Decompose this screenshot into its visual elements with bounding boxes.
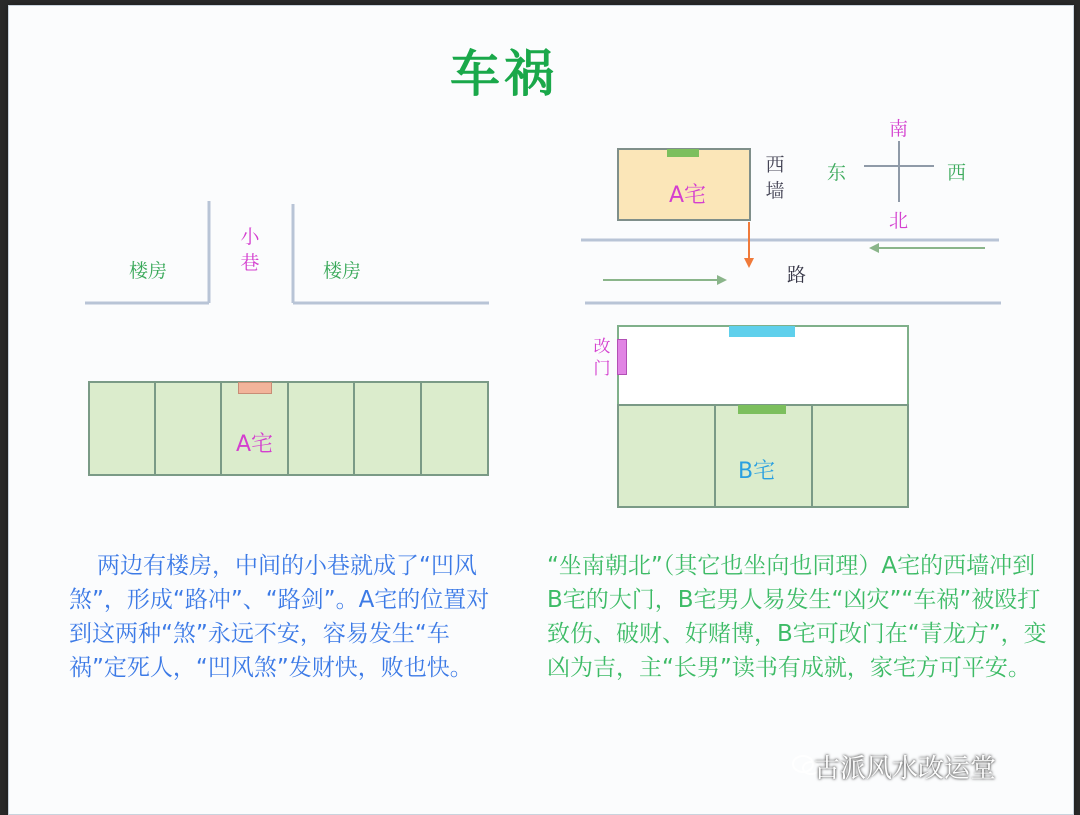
text-left: 两边有楼房，中间的小巷就成了“凹风煞”，形成“路冲”、“路剑”。A宅的位置对到这两种“煞”永远不安，容易发生“车祸”定死人，“凹风煞”发财快，败也快。 [69, 553, 490, 681]
compass-south: 南 [889, 118, 909, 140]
compass-west: 西 [947, 162, 967, 184]
building-left-label: 楼房 [129, 260, 168, 282]
watermark: 古派风水改运堂 [814, 754, 997, 784]
building-right-label: 楼房 [323, 260, 362, 282]
change-door-marker [617, 339, 627, 375]
road-label: 路 [787, 264, 807, 286]
change-door-label: 改门 [593, 337, 611, 379]
house-b-door [738, 405, 786, 414]
house-a-label: A宅 [236, 432, 274, 457]
page-title: 车祸 [450, 44, 558, 103]
slide [8, 5, 1074, 815]
house-cell [811, 404, 909, 508]
blue-door-marker [729, 326, 795, 337]
house-b-label: B宅 [738, 459, 776, 484]
west-wall-label: 西墙 [765, 154, 785, 202]
right-diagram-lines [9, 6, 1073, 814]
house-a-label: A宅 [669, 183, 707, 208]
text-right: “坐南朝北”（其它也坐向也同理）A宅的西墙冲到B宅的大门，B宅男人易发生“凶灾”“车祸”被殴打致伤、破财、好赌博，B宅可改门在“青龙方”，变凶为吉，主“长男”读书有成就，家宅方可平安。 [547, 553, 1047, 681]
alley-label: 小巷 [240, 226, 260, 274]
house-cell [617, 404, 716, 508]
compass-east: 东 [827, 162, 847, 184]
compass-north: 北 [889, 210, 909, 232]
